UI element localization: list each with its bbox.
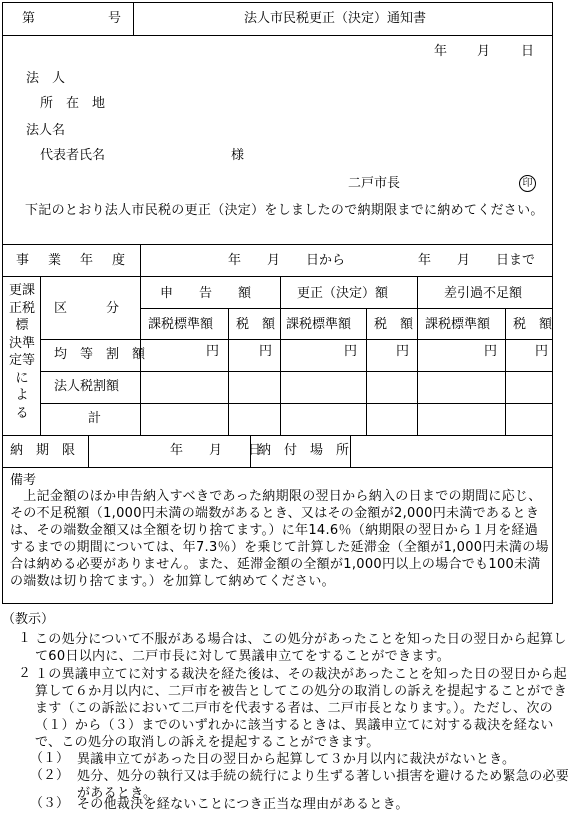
notice-item-text	[35, 631, 571, 665]
houjin-label: 法 人	[26, 71, 66, 86]
seal-mark: 印	[519, 175, 536, 192]
rule-payment	[2, 467, 553, 468]
side-line: よ	[15, 388, 29, 403]
cell-unit: 円	[396, 344, 410, 359]
header-dai: 第	[22, 11, 36, 26]
period-to: 年 月 日まで	[418, 253, 536, 268]
side-line: る	[15, 405, 29, 421]
group-header-kousei: 更正（決定）額	[297, 286, 389, 301]
row-label-houjinzeiwari: 法人税割額	[54, 379, 120, 394]
subheader: 税 額	[236, 317, 276, 332]
date-day: 日	[521, 44, 535, 59]
cell-unit: 円	[484, 344, 498, 359]
notice-item-num: １	[18, 631, 32, 646]
rule-intro	[2, 244, 553, 245]
rule-row3	[2, 435, 553, 436]
payment-place-label: 納 付 場 所	[258, 443, 350, 458]
notice-title: （教示）	[2, 612, 55, 627]
notice-sub-num: （１）	[30, 751, 70, 766]
subheader: 課税標準額	[425, 317, 491, 332]
rule-v-sub3	[505, 308, 506, 435]
rule-row1	[40, 371, 553, 372]
rule-v-header	[133, 2, 134, 35]
rule-v-sub2	[366, 308, 367, 435]
shozaichi-label: 所 在 地	[40, 96, 106, 111]
rule-v-group2	[417, 276, 418, 435]
header-go: 号	[108, 11, 122, 26]
mayor-name: 二戸市長	[348, 176, 401, 191]
cell-unit: 円	[344, 344, 358, 359]
side-line: 決準	[8, 335, 35, 351]
cell-unit: 円	[259, 344, 273, 359]
houjin-mei-label: 法人名	[26, 123, 66, 138]
remarks-title: 備考	[10, 473, 37, 488]
rule-v-label	[140, 244, 141, 435]
subheader: 税 額	[513, 317, 553, 332]
rule-group-header	[140, 308, 553, 309]
rule-period	[2, 276, 553, 277]
daihyousha-label: 代表者氏名	[40, 148, 106, 163]
subheader: 課税標準額	[148, 317, 214, 332]
group-header-shinkoku: 申 告 額	[160, 286, 252, 301]
group-header-sabiki: 差引過不足額	[444, 286, 523, 301]
intro-text: 下記のとおり法人市民税の更正（決定）をしましたので納期限までに納めてください。	[25, 203, 544, 218]
rule-row2	[40, 403, 553, 404]
side-line: 標	[15, 318, 29, 333]
notice-sub-num: （３）	[30, 796, 70, 811]
rule-v-sub1	[228, 308, 229, 435]
date-month: 月	[477, 44, 491, 59]
subheader: 課税標準額	[286, 317, 352, 332]
notice-subitem-text: 処分、処分の執行又は手続の続行により生ずる著しい損害を避けるため緊急の必要があるとき。	[77, 769, 570, 801]
rule-v-pay3	[350, 435, 351, 467]
row-label-kintouwari: 均 等 割 額	[54, 347, 146, 362]
notice-sub-num: （２）	[30, 768, 70, 783]
cell-unit: 円	[535, 344, 549, 359]
rule-v-side	[40, 276, 41, 435]
side-line: 定等	[8, 353, 35, 368]
rule-v-group1	[280, 276, 281, 435]
side-label	[6, 282, 38, 422]
notice-item-num: ２	[18, 666, 32, 681]
side-line: に	[15, 370, 29, 386]
document-title: 法人市民税更正（決定）通知書	[244, 11, 427, 26]
row-label-kei: 計	[88, 411, 102, 426]
side-line: 正税	[8, 300, 35, 316]
date-year: 年	[434, 44, 448, 59]
deadline-value: 年 月 日	[170, 443, 262, 458]
period-label: 事 業 年 度	[16, 253, 129, 268]
rule-v-pay1	[88, 435, 89, 467]
notice-subitem-text: 異議申立てがあった日の翌日から起算して３か月以内に裁決がないとき。	[77, 752, 516, 767]
notice-item-1-text: １の異議申立てに対する裁決を経た後は、その裁決があったことを知った日の翌日から起算して６か月以内に、二戸市を被告としてこの処分の取消しの訴えを提起することができます（この訴訟において二戸市を代表する者は、二戸市長となります。）。ただし、次の（１）から（３）までのいずれかに該当するときは、異議申立てに対する裁決を経ないで、この処分の取消しの訴えを提起することができます。	[35, 667, 568, 750]
side-line: 更課	[8, 283, 35, 298]
rule-header	[2, 35, 553, 36]
remarks-body: 上記金額のほか申告納入すべきであった納期限の翌日から納入の日までの期間に応じ、その不足税額（1,000円未満の端数があるとき、又はその金額が2,000円未満であるときは、その端数金額又は全額を切り捨てます。）に年14.6％（納期限の翌日から１月を経過するまでの期間については、年7.3％）を乗じて計算した延滞金（全額が1,000円未満の場合は納める必要がありません。また、延滞金額の全額が1,000円以上の場合でも100未満の端数は切り捨てます。）を加算して納めてください。	[10, 489, 549, 589]
period-from: 年 月 日から	[228, 253, 346, 268]
deadline-label: 納 期 限	[10, 443, 76, 458]
notice-item-0-text: この処分について不服がある場合は、この処分があったことを知った日の翌日から起算して60日以内に、二戸市長に対して異議申立てをすることができます。	[35, 632, 567, 664]
notice-subitem-text: その他裁決を経ないことにつき正当な理由があるとき。	[77, 797, 409, 812]
kubun-label: 区 分	[54, 301, 120, 316]
notice-item-text	[35, 666, 571, 751]
sama-label: 様	[231, 148, 245, 163]
rule-subheader	[40, 339, 553, 340]
cell-unit: 円	[206, 344, 220, 359]
subheader: 税 額	[374, 317, 414, 332]
